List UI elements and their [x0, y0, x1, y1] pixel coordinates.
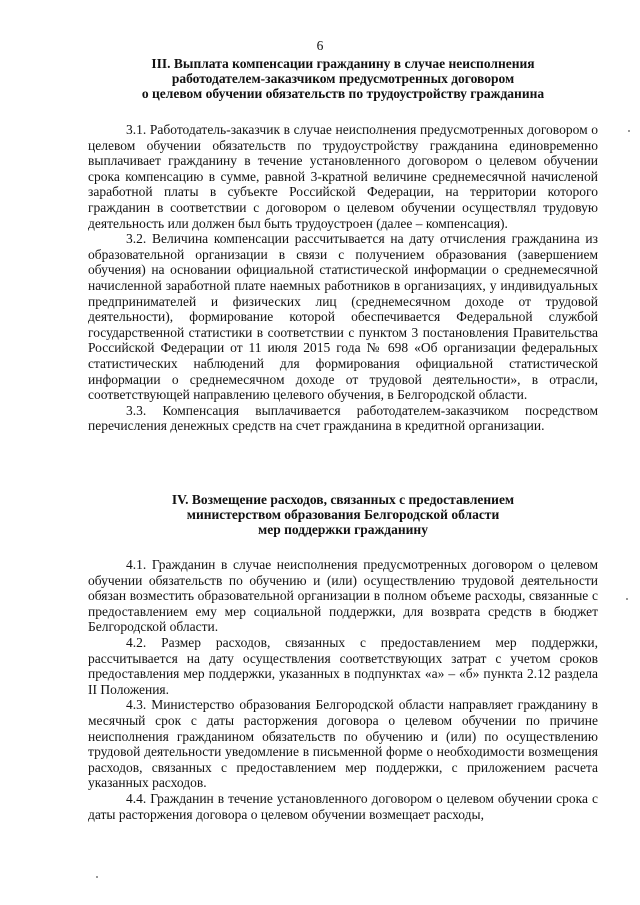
section-3-body [88, 122, 598, 434]
section-4-heading-line-3: мер поддержки гражданину [258, 522, 428, 537]
paragraph-3-3: 3.3. Компенсация выплачивается работодателем-заказчиком посредством перечисления денежных средств на счет гражданина в кредитной организации. [88, 402, 598, 434]
scan-speck [628, 130, 630, 132]
scan-speck [626, 598, 628, 600]
section-3-heading [88, 56, 598, 101]
paragraph-4-2: 4.2. Размер расходов, связанных с предоставлением мер поддержки, рассчитывается на дату осуществления соответствующих затрат с учетом сроков предоставления мер поддержки, указанных в подпунктах «а» – «б» пункта 2.12 раздела II Положения. [88, 634, 598, 697]
paragraph-4-4: 4.4. Гражданин в течение установленного договором о целевом обучении срока с даты расторжения договора о целевом обучении возмещает расходы, [88, 790, 598, 822]
paragraph-4-1: 4.1. Гражданин в случае неисполнения предусмотренных договором о целевом обучении обязательств по обучению и (или) осуществлению трудовой деятельности обязан возместить образовательной организации в полном объеме расходы, связанные с предоставлением ему мер социальной поддержки, для возврата средств в бюджет Белгородской области. [88, 557, 598, 635]
page-number: 6 [316, 38, 324, 53]
paragraph-4-3: 4.3. Министерство образования Белгородской области направляет гражданину в месячный срок с даты расторжения договора о целевом обучении по причине неисполнения гражданином обязательств по обучению и (или) по осуществлению трудовой деятельности уведомление в письменной форме о необходимости возмещения расходов, связанных с предоставлением мер поддержки, с приложением расчета указанных расходов. [88, 697, 598, 791]
scan-speck [96, 876, 98, 878]
paragraph-3-2: 3.2. Величина компенсации рассчитывается на дату отчисления гражданина из образовательной организации в связи с получением образования (завершением обучения) на основании официальной статистической информации о среднемесячной начисленной заработной плате наемных работников в организациях, у индивидуальных предпринимателей и физических лиц (среднемесячном доходе от трудовой деятельности), формирование которой обеспечивается Федеральной службой государственной статистики в соответствии с пунктом 3 постановления Правительства Российской Федерации от 11 июля 2015 года № 698 «Об организации федеральных статистических наблюдений для формирования официальной статистической информации о среднемесячном доходе от трудовой деятельности», в отрасли, соответствующей направлению целевого обучения, в Белгородской области. [88, 231, 598, 403]
section-4-body [88, 557, 598, 822]
section-4-heading-line-2: министерством образования Белгородской области [186, 507, 500, 522]
paragraph-3-1: 3.1. Работодатель-заказчик в случае неисполнения предусмотренных договором о целевом обучении обязательств по трудоустройству гражданина единовременно выплачивает гражданину в течение установленного договором о целевом обучении срока компенсацию в сумме, равной 3-кратной величине среднемесячной начисленой заработной платы в субъекте Российской Федерации, на территории которого гражданин в соответствии с договором о целевом обучении осуществлял трудовую деятельность или должен был быть трудоустроен (далее – компенсация). [88, 122, 598, 231]
section-4-heading-line-1: IV. Возмещение расходов, связанных с предоставлением [171, 492, 515, 507]
section-3-heading-line-3: о целевом обучении обязательств по трудоустройству гражданина [141, 86, 545, 101]
section-4-heading [88, 492, 598, 537]
section-3-heading-line-1: III. Выплата компенсации гражданину в случае неисполнения [151, 56, 535, 71]
section-3-heading-line-2: работодателем-заказчиком предусмотренных договором [171, 71, 515, 86]
